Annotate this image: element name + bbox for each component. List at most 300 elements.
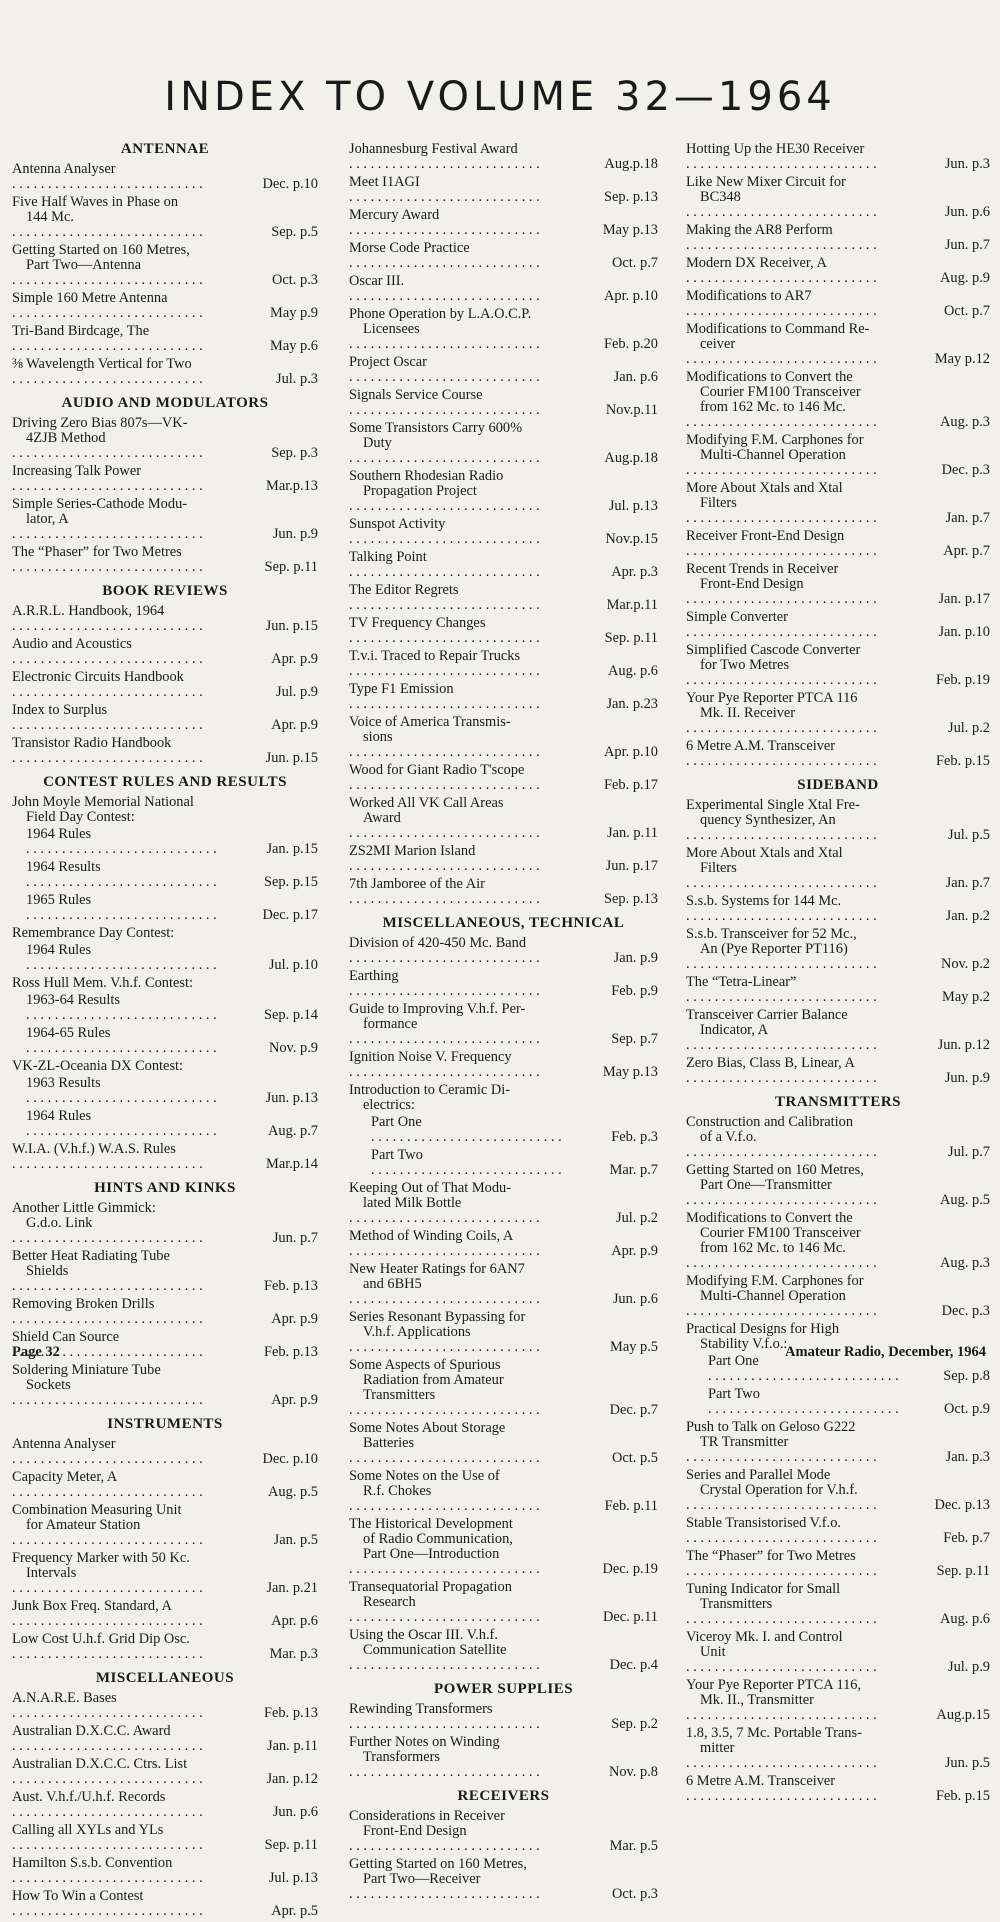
entry-title-line: Multi-Channel Operation	[700, 1288, 846, 1304]
index-entry	[12, 1249, 318, 1294]
publication-credit: Amateur Radio, December, 1964	[785, 1344, 986, 1360]
entry-title	[349, 208, 599, 238]
entry-title-line: More About Xtals and Xtal	[686, 481, 843, 496]
entry-title-line: for Amateur Station	[26, 1517, 141, 1533]
entry-title-line: Capacity Meter, A	[12, 1470, 118, 1485]
entry-title	[686, 1274, 938, 1319]
entry-page-ref: Sep. p.11	[264, 559, 318, 575]
entry-title-line: ceiver	[700, 336, 736, 352]
entry-page-ref: Feb. p.3	[611, 1129, 658, 1145]
entry-title-line: The “Phaser” for Two Metres	[12, 545, 182, 560]
index-entry	[349, 1421, 658, 1466]
entry-title-line: of Radio Communication,	[363, 1531, 513, 1547]
entry-title-line: Modifications to Convert the	[686, 370, 853, 385]
entry-title	[12, 1757, 262, 1787]
entry-title	[349, 1083, 654, 1113]
entry-title	[12, 1691, 260, 1721]
entry-title	[686, 256, 936, 286]
entry-title-line: ZS2MI Marion Island	[349, 844, 476, 859]
entry-title-line: Getting Started on 160 Metres,	[686, 1163, 864, 1178]
entry-page-ref: Apr. p.10	[604, 288, 658, 304]
entry-title-line: Modifications to Command Re-	[686, 322, 870, 337]
index-entry	[12, 670, 318, 700]
entry-title	[349, 1358, 606, 1418]
entry-page-ref: Apr. p.6	[271, 1613, 318, 1629]
index-entry	[686, 1115, 990, 1160]
entry-title-line: Part One	[371, 1115, 422, 1130]
index-entry	[349, 1469, 658, 1514]
entry-title	[349, 1857, 608, 1902]
index-entry	[349, 1115, 658, 1145]
entry-title	[12, 464, 262, 494]
entry-title-line: Five Half Waves in Phase on	[12, 195, 179, 210]
entry-title	[12, 1856, 265, 1886]
index-entry	[686, 846, 990, 891]
entry-title-line: V.h.f. Applications	[363, 1324, 471, 1340]
entry-title	[12, 497, 269, 542]
entry-title	[12, 1297, 267, 1327]
entry-page-ref: Mar. p.3	[269, 1646, 318, 1662]
entry-title	[349, 1002, 607, 1047]
entry-page-ref: Jan. p.11	[266, 1738, 318, 1754]
entry-title-line: Guide to Improving V.h.f. Per-	[349, 1002, 526, 1017]
entry-page-ref: Jul. p.7	[948, 1144, 990, 1160]
entry-title-line: 6 Metre A.M. Transceiver	[686, 1774, 836, 1789]
entry-title-line: Rewinding Transformers	[349, 1702, 493, 1717]
entry-page-ref: Oct. p.3	[272, 272, 318, 288]
index-entry	[349, 241, 658, 271]
entry-title	[12, 795, 314, 825]
entry-page-ref: Jan. p.21	[266, 1580, 318, 1596]
section-heading-book-reviews: BOOK REVIEWS	[102, 583, 228, 599]
entry-title	[12, 703, 267, 733]
index-entry	[686, 256, 990, 286]
entry-title-line: Hamilton S.s.b. Convention	[12, 1856, 173, 1871]
index-entry	[349, 1358, 658, 1418]
entry-title-line: Batteries	[363, 1435, 415, 1451]
entry-title-line: More About Xtals and Xtal	[686, 846, 843, 861]
index-entry	[686, 1774, 990, 1804]
index-entry	[686, 1056, 990, 1086]
index-entry	[349, 175, 658, 205]
entry-title-line: Soldering Miniature Tube	[12, 1363, 161, 1378]
entry-title-line: Part Two	[708, 1387, 760, 1402]
entry-title-line: Part Two—Antenna	[26, 257, 142, 273]
entry-page-ref: Dec. p.3	[941, 462, 990, 478]
entry-title	[12, 195, 267, 240]
entry-page-ref: Dec. p.3	[941, 1303, 990, 1319]
entry-title-line: 1964 Rules	[26, 1109, 92, 1124]
index-entry	[12, 1757, 318, 1787]
entry-page-ref: Dec. p.17	[262, 907, 318, 923]
entry-title	[686, 1163, 936, 1208]
entry-page-ref: Jun. p.15	[265, 750, 318, 766]
index-entry	[349, 1517, 658, 1577]
index-entry	[349, 616, 658, 646]
entry-title-line: Index to Surplus	[12, 703, 108, 718]
entry-title-line: Crystal Operation for V.h.f.	[700, 1482, 858, 1498]
entry-page-ref: Jun. p.7	[944, 237, 990, 253]
entry-title-line: Tri-Band Birdcage, The	[12, 324, 150, 339]
index-entry	[12, 860, 318, 890]
entry-page-ref: Jun. p.13	[265, 1090, 318, 1106]
index-entry	[686, 529, 990, 559]
index-entry	[12, 1632, 318, 1662]
index-entry	[686, 610, 990, 640]
entry-title-line: Worked All VK Call Areas	[349, 796, 504, 811]
index-column-1	[12, 142, 318, 1922]
entry-title-line: Increasing Talk Power	[12, 464, 142, 479]
entry-title-line: lated Milk Bottle	[363, 1195, 462, 1211]
entry-page-ref: Jan. p.15	[266, 841, 318, 857]
entry-page-ref: Feb. p.7	[943, 1530, 990, 1546]
entry-title	[686, 1420, 942, 1465]
index-entry	[12, 1856, 318, 1886]
entry-page-ref: Jun. p.9	[944, 1070, 990, 1086]
entry-page-ref: Dec. p.7	[609, 1402, 658, 1418]
index-entry	[12, 416, 318, 461]
entry-page-ref: Apr. p.10	[604, 744, 658, 760]
entry-title	[686, 1115, 944, 1160]
entry-page-ref: Jan. p.7	[945, 510, 990, 526]
entry-title	[349, 682, 602, 712]
entry-title-line: Courier FM100 Transceiver	[700, 384, 861, 400]
entry-title	[686, 370, 936, 430]
entry-page-ref: Jan. p.11	[606, 825, 658, 841]
index-entry	[12, 464, 318, 494]
entry-title	[12, 1076, 262, 1106]
entry-title-line: Modern DX Receiver, A	[686, 256, 827, 271]
entry-title-line: Indicator, A	[700, 1022, 769, 1038]
index-entry	[12, 1076, 318, 1106]
entry-title-line: from 162 Mc. to 146 Mc.	[700, 399, 846, 415]
entry-title-line: Push to Talk on Geloso G222	[686, 1420, 856, 1435]
entry-title-line: Some Notes About Storage	[349, 1421, 506, 1436]
entry-title	[349, 469, 605, 514]
entry-title-line: and 6BH5	[363, 1276, 422, 1292]
entry-title	[349, 1148, 606, 1178]
index-entry	[686, 798, 990, 843]
entry-page-ref: Jul. p.2	[616, 1210, 658, 1226]
entry-title-line: Transmitters	[700, 1596, 773, 1612]
entry-title	[12, 1026, 265, 1056]
entry-title-line: T.v.i. Traced to Repair Trucks	[349, 649, 521, 664]
entry-title-line: Modifications to Convert the	[686, 1211, 853, 1226]
section-heading-power-supplies: POWER SUPPLIES	[433, 1681, 574, 1697]
entry-title-line: 1964 Rules	[26, 943, 92, 958]
entry-title-line: formance	[363, 1016, 418, 1032]
entry-title-line: Antenna Analyser	[12, 162, 116, 177]
index-entry	[349, 1857, 658, 1902]
entry-title	[349, 1181, 612, 1226]
index-entry	[686, 975, 990, 1005]
entry-title	[349, 1262, 609, 1307]
page-number: Page 32	[12, 1344, 60, 1360]
index-entry	[12, 1889, 318, 1919]
entry-title-line: Modifying F.M. Carphones for	[686, 1274, 864, 1289]
entry-page-ref: Feb. p.13	[264, 1344, 318, 1360]
entry-page-ref: Feb. p.20	[604, 336, 658, 352]
entry-title	[349, 1809, 606, 1854]
entry-title	[686, 1582, 936, 1627]
entry-page-ref: Dec. p.19	[602, 1561, 658, 1577]
entry-page-ref: Mar.p.14	[266, 1156, 318, 1172]
entry-page-ref: Apr. p.9	[611, 1243, 658, 1259]
entry-page-ref: Jan. p.2	[945, 908, 990, 924]
entry-title-line: 1.8, 3.5, 7 Mc. Portable Trans-	[686, 1726, 862, 1741]
entry-page-ref: Jan. p.6	[613, 369, 658, 385]
index-entry	[12, 1551, 318, 1596]
entry-title	[12, 1503, 270, 1548]
entry-title-line: Transistor Radio Handbook	[12, 736, 172, 751]
entry-title	[349, 355, 610, 385]
entry-page-ref: Apr. p.9	[271, 651, 318, 667]
entry-title-line: Method of Winding Coils, A	[349, 1229, 514, 1244]
entry-page-ref: Jan. p.7	[945, 875, 990, 891]
entry-title	[12, 1724, 263, 1754]
entry-title	[686, 610, 934, 640]
entry-page-ref: Jul. p.3	[276, 371, 318, 387]
entry-title	[349, 844, 602, 874]
entry-page-ref: Apr. p.9	[271, 717, 318, 733]
index-entry	[686, 1468, 990, 1513]
index-entry	[349, 682, 658, 712]
entry-title	[12, 1437, 258, 1467]
index-entry	[349, 969, 658, 999]
index-entry	[349, 1628, 658, 1673]
entry-page-ref: May p.2	[942, 989, 990, 1005]
entry-page-ref: Jun. p.17	[605, 858, 658, 874]
entry-title	[686, 1387, 940, 1417]
entry-title-line: from 162 Mc. to 146 Mc.	[700, 1240, 846, 1256]
index-entry	[12, 1691, 318, 1721]
entry-title	[349, 763, 600, 793]
index-entry	[12, 357, 318, 387]
entry-title-line: Making the AR8 Perform	[686, 223, 833, 238]
entry-title	[12, 893, 258, 923]
entry-title-line: Getting Started on 160 Metres,	[12, 243, 190, 258]
entry-title	[349, 936, 610, 966]
entry-title-line: How To Win a Contest	[12, 1889, 144, 1904]
entry-title-line: Courier FM100 Transceiver	[700, 1225, 861, 1241]
index-entry	[12, 1823, 318, 1853]
entry-page-ref: May p.6	[270, 338, 318, 354]
section-heading-antennae: ANTENNAE	[120, 141, 210, 157]
entry-title-line: Your Pye Reporter PTCA 116	[686, 691, 858, 706]
entry-title-line: Removing Broken Drills	[12, 1297, 155, 1312]
entry-title	[349, 1115, 607, 1145]
entry-title-line: Junk Box Freq. Standard, A	[12, 1599, 172, 1614]
entry-title-line: ⅜ Wavelength Vertical for Two	[12, 357, 192, 372]
entry-page-ref: Apr. p.9	[271, 1311, 318, 1327]
entry-title-line: Part One—Transmitter	[700, 1177, 832, 1193]
entry-title	[686, 927, 937, 972]
index-entry	[12, 893, 318, 923]
entry-title-line: Division of 420-450 Mc. Band	[349, 936, 527, 951]
entry-page-ref: Oct. p.3	[612, 1886, 658, 1902]
entry-title-line: Front-End Design	[363, 1823, 467, 1839]
entry-page-ref: Nov. p.9	[268, 1040, 318, 1056]
entry-title-line: Tuning Indicator for Small	[686, 1582, 841, 1597]
entry-title-line: 7th Jamboree of the Air	[349, 877, 485, 892]
entry-title	[349, 1229, 607, 1259]
index-entry	[12, 943, 318, 973]
entry-title	[349, 175, 600, 205]
index-entry	[349, 307, 658, 352]
entry-title-line: Receiver Front-End Design	[686, 529, 845, 544]
entry-title-line: Some Transistors Carry 600%	[349, 421, 523, 436]
entry-page-ref: Sep. p.3	[271, 445, 318, 461]
index-entry	[686, 433, 990, 478]
entry-page-ref: May p.12	[934, 351, 990, 367]
entry-title-line: Audio and Acoustics	[12, 637, 132, 652]
entry-title-line: Driving Zero Bias 807s—VK-	[12, 416, 188, 431]
entry-title	[349, 1050, 599, 1080]
entry-page-ref: Jan. p.10	[938, 624, 990, 640]
entry-title	[12, 943, 265, 973]
entry-title-line: The Editor Regrets	[349, 583, 459, 598]
entry-title-line: 6 Metre A.M. Transceiver	[686, 739, 836, 754]
entry-title-line: Ross Hull Mem. V.h.f. Contest:	[12, 976, 193, 991]
index-entry	[349, 1735, 658, 1780]
entry-title-line: 4ZJB Method	[26, 430, 106, 446]
entry-title-line: 144 Mc.	[26, 209, 74, 225]
entry-page-ref: Dec. p.10	[262, 1451, 318, 1467]
entry-title	[349, 616, 601, 646]
entry-page-ref: Jan. p.5	[273, 1532, 318, 1548]
index-entry	[686, 1163, 990, 1208]
entry-title	[686, 1549, 933, 1579]
entry-page-ref: Feb. p.13	[264, 1278, 318, 1294]
index-entry	[12, 1599, 318, 1629]
index-entry	[12, 1201, 318, 1246]
entry-page-ref: May p.13	[602, 222, 658, 238]
index-entry	[686, 1274, 990, 1319]
entry-page-ref: Jun. p.6	[272, 1804, 318, 1820]
entry-page-ref: Feb. p.19	[936, 672, 990, 688]
entry-title-line: Meet I1AGI	[349, 175, 420, 190]
index-entry	[686, 1420, 990, 1465]
entry-page-ref: Jan. p.9	[613, 950, 658, 966]
entry-title-line: Multi-Channel Operation	[700, 447, 846, 463]
entry-page-ref: Dec. p.11	[602, 1609, 658, 1625]
index-entry	[349, 936, 658, 966]
index-entry	[349, 1002, 658, 1047]
entry-page-ref: Jul. p.9	[948, 1659, 990, 1675]
entry-title-line: Sockets	[26, 1377, 71, 1393]
index-entry	[12, 1503, 318, 1548]
index-entry	[686, 643, 990, 688]
index-entry	[349, 1310, 658, 1355]
index-entry	[686, 562, 990, 607]
entry-page-ref: Aug. p.6	[608, 663, 658, 679]
entry-title-line: Talking Point	[349, 550, 427, 565]
entry-page-ref: Dec. p.10	[262, 176, 318, 192]
entry-title-line: BC348	[700, 189, 741, 205]
entry-page-ref: Jun. p.15	[265, 618, 318, 634]
entry-page-ref: Sep. p.2	[611, 1716, 658, 1732]
entry-title-line: Keeping Out of That Modu-	[349, 1181, 511, 1196]
entry-title-line: Transceiver Carrier Balance	[686, 1008, 848, 1023]
entry-title-line: Transformers	[363, 1749, 441, 1765]
entry-title-line: The Historical Development	[349, 1517, 513, 1532]
entry-page-ref: Jul. p.2	[948, 720, 990, 736]
entry-page-ref: Jun. p.12	[937, 1037, 990, 1053]
entry-title-line: Part One	[708, 1354, 759, 1369]
entry-title-line: Signals Service Course	[349, 388, 483, 403]
entry-page-ref: Jun. p.6	[612, 1291, 658, 1307]
entry-title-line: VK-ZL-Oceania DX Contest:	[12, 1059, 184, 1074]
section-heading-contest-rules-and-results: CONTEST RULES AND RESULTS	[43, 774, 287, 790]
entry-title-line: Part Two	[371, 1148, 423, 1163]
entry-title-line: Aust. V.h.f./U.h.f. Records	[12, 1790, 166, 1805]
entry-title-line: electrics:	[363, 1097, 415, 1113]
index-entry	[349, 763, 658, 793]
entry-title-line: Johannesburg Festival Award	[349, 142, 518, 157]
entry-title-line: Phone Operation by L.A.O.C.P.	[349, 307, 532, 322]
entry-title	[349, 142, 600, 172]
entry-page-ref: Jun. p.7	[272, 1230, 318, 1246]
entry-title-line: Mk. II. Receiver	[700, 705, 796, 721]
page-title: INDEX TO VOLUME 32—1964	[164, 74, 836, 120]
entry-title-line: Mercury Award	[349, 208, 440, 223]
entry-title-line: Stable Transistorised V.f.o.	[686, 1516, 841, 1531]
entry-title	[12, 1889, 267, 1919]
entry-title	[12, 976, 314, 991]
entry-page-ref: Mar.p.13	[266, 478, 318, 494]
section-heading-sideband: SIDEBAND	[797, 777, 879, 793]
section-heading-audio-and-modulators: AUDIO AND MODULATORS	[61, 395, 269, 411]
index-entry	[686, 370, 990, 430]
entry-title-line: Better Heat Radiating Tube	[12, 1249, 170, 1264]
index-column-3	[686, 142, 990, 1807]
entry-page-ref: Apr. p.7	[943, 543, 990, 559]
entry-title	[686, 1056, 941, 1086]
entry-title	[12, 1470, 264, 1500]
entry-title	[686, 562, 934, 607]
entry-title-line: Duty	[363, 435, 392, 451]
index-entry	[686, 927, 990, 972]
entry-page-ref: Feb. p.15	[936, 1788, 990, 1804]
entry-page-ref: Jun. p.5	[944, 1755, 990, 1771]
entry-title	[12, 162, 258, 192]
entry-page-ref: Jan. p.17	[938, 591, 990, 607]
index-entry	[349, 877, 658, 907]
index-entry	[12, 243, 318, 288]
entry-page-ref: Sep. p.5	[271, 224, 318, 240]
index-entry	[12, 324, 318, 354]
entry-page-ref: Feb. p.17	[604, 777, 658, 793]
entry-page-ref: Oct. p.5	[612, 1450, 658, 1466]
entry-title-line: Using the Oscar III. V.h.f.	[349, 1628, 498, 1643]
entry-title-line: Electronic Circuits Handbook	[12, 670, 184, 685]
entry-title-line: A.R.R.L. Handbook, 1964	[12, 604, 165, 619]
entry-title-line: Intervals	[26, 1565, 77, 1581]
entry-page-ref: Sep. p.13	[604, 189, 658, 205]
entry-title-line: The “Tetra-Linear”	[686, 975, 797, 990]
index-entry	[686, 1630, 990, 1675]
entry-title	[12, 1823, 261, 1853]
entry-title-line: Like New Mixer Circuit for	[686, 175, 846, 190]
entry-page-ref: Oct. p.7	[612, 255, 658, 271]
entry-title	[12, 545, 261, 575]
index-entry	[686, 481, 990, 526]
entry-page-ref: May p.5	[610, 1339, 658, 1355]
index-entry	[686, 322, 990, 367]
index-entry	[349, 796, 658, 841]
index-entry	[12, 736, 318, 766]
index-entry	[12, 637, 318, 667]
